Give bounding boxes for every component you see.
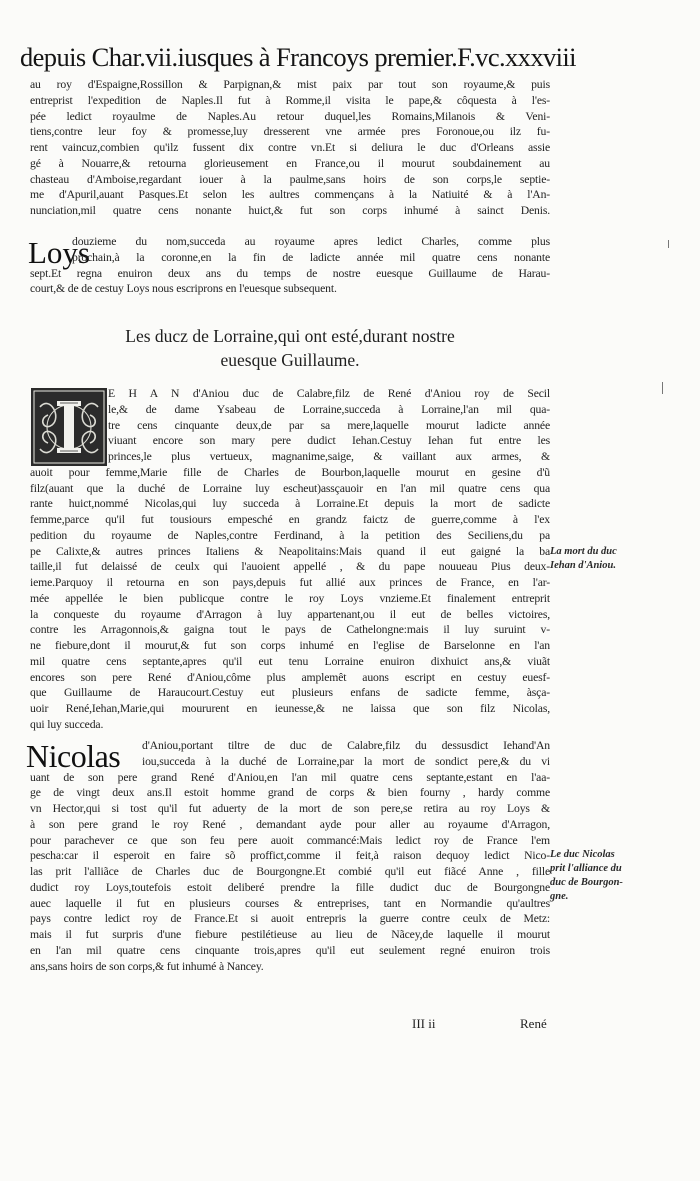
text-line: chasteau d'Amboise,regardant iouer à la paulme,sans hoirs de son corps,le septie-: [30, 172, 550, 186]
text-line: pescha:car il esperoit en faire sõ proffict,comme il feit,à raison dequoy ledict Nico-: [30, 849, 550, 863]
margin-note-death-jehan: [550, 545, 698, 573]
text-line: que Guillaume de Haraucourt.Cestuy eut plusieurs enfans de sadicte femme, àsça-: [30, 686, 550, 700]
text-line: en l'an mil quatre cens cinquante trois,apres qu'il eut seulement regné enuiron trois: [30, 943, 550, 957]
margin-note-line: duc de Bourgon-: [550, 877, 623, 888]
scan-speck: [662, 382, 663, 394]
text-line: qui luy succeda.: [30, 717, 104, 731]
margin-note-line: La mort du duc: [550, 546, 617, 557]
signature-mark: III ii: [412, 1016, 436, 1031]
text-line: ne fiebure,dont il mourut,& fut son corps inhumé en l'eglise de Barselonne en l'an: [30, 639, 550, 652]
paragraph-loys: [30, 234, 550, 297]
text-line: auoit pour femme,Marie fille de Charles de Bourbon,laquelle mourut en gesine d'ũ: [30, 465, 550, 479]
text-line: pée ledict royaulme de Naples.Au retour duquel,les Romains,Milanois & Veni-: [30, 109, 550, 123]
text-line: douzieme du nom,succeda au royaume apres ledict Charles, comme plus: [72, 235, 550, 248]
text-line: à son pere grand le roy René , demandant ayde pour aller au royaume d'Arragon,: [30, 817, 550, 831]
section-title-line: Les ducz de Lorraine,qui ont esté,durant nostre: [125, 326, 455, 346]
text-line: princes,le plus vertueux, magnanime,saige, & vaillant aux armes, &: [108, 450, 550, 463]
text-line: me d'Apuril,auant Pasques.Et selon les aultres commençans à la Natiuité & à l'An-: [30, 188, 550, 202]
margin-note-line: Le duc Nicolas: [550, 849, 615, 860]
text-line: uoir René,Iehan,Marie,qui moururent en ieunesse,& ne laissa que son filz Nicolas,: [30, 702, 550, 715]
text-line: E H A N d'Aniou duc de Calabre,filz de René d'Aniou roy de Secil: [108, 387, 550, 400]
text-line: ieme.Parquoy il retourna en son pays,depuis fut allié aux princes de France, en l'ar-: [30, 576, 550, 589]
text-line: entreprist l'expedition de Naples.Il fut à Romme,il visita le pape,& côquesta à l'es-: [30, 93, 550, 107]
text-line: mil quatre cens septante,apres qu'il eut tenu Lorraine enuiron dixhuict ans,& viuãt: [30, 654, 550, 668]
scan-speck: [668, 240, 669, 248]
text-line: pour parachever ce que son feu pere auoit commancé:Mais ledict roy de France l'em: [30, 833, 550, 847]
text-line: iou,succeda à la duché de Lorraine,par la mort de sondict pere,& du vi: [142, 754, 550, 768]
margin-note-line: gne.: [550, 891, 569, 902]
text-line: encores son pere René d'Aniou,côme plus amplemêt auons escript en cestuy euesf-: [30, 670, 550, 684]
text-line: rent vaincuz,combien qu'ilz fussent dix contre vn.Et si deliura le duc d'Orleans assie: [30, 141, 550, 154]
text-line: viuant encore son mary pere dudict Iehan.Cestuy Iehan fut entre les: [108, 434, 550, 448]
big-initial-word-nicolas: Nicolas: [26, 738, 121, 774]
text-line: uant de son pere grand René d'Aniou,en l'an mil quatre cens septante,estant en l'aa-: [30, 770, 550, 784]
section-title: [30, 324, 550, 372]
text-line: filz(auant que la duché de Lorraine luy escheut)assçauoir en l'an mil quatre cens qua: [30, 481, 550, 495]
running-head: depuis Char.vii.iusques à Francoys premier.F.vc.xxxviii: [20, 42, 576, 72]
text-line: sept.Et regna enuiron deux ans du temps de nostre euesque Guillaume de Harau-: [30, 266, 550, 280]
margin-note-line: prit l'alliance du: [550, 863, 622, 874]
big-initial-word-loys: Loys: [28, 235, 90, 270]
catchword: René: [520, 1016, 547, 1031]
text-line: ge de vingt deux ans.Il estoit homme grand de corps & bien fourny , hardy comme: [30, 786, 550, 800]
text-line: taille,il fut delaissé de ceulx qui l'auoient appellé , & du pape nouueau Pius deux-: [30, 560, 550, 574]
text-line: au roy d'Espaigne,Rossillon & Parpignan,& mist paix par tout son royaume,& puis: [30, 78, 550, 91]
text-line: mais il fut surpris d'une fiebure pestilétieuse au lieu de Nãcey,de laquelle il mourut: [30, 928, 550, 941]
text-line: nunciation,mil quatre cens nonante huict,& fut son corps inhumé à sainct Denis.: [30, 204, 550, 217]
margin-note-nicolas-alliance: [550, 848, 698, 904]
text-line: tiens,contre leur foy & promesse,luy dresserent vne armée pres Foronoue,ou ilz fu-: [30, 125, 550, 139]
text-line: prochain,à la coronne,en la fin de ladicte année mil quatre cens nonante: [72, 250, 550, 264]
paragraph-jehan: [30, 386, 550, 733]
text-line: las prit l'alliãce de Charles duc de Bourgongne.Et combié qu'il eut fiãcé Anne , fille: [30, 865, 550, 878]
text-line: la conqueste du royaume d'Arragon à luy appartenant,ou il eut de belles victoires,: [30, 607, 550, 621]
text-line: femme,parce qu'il fut tousiours empesché en grandz faictz de guerre,comme à l'ex: [30, 513, 550, 526]
text-line: contre les Arragonnois,& gaigna tout le pays de Cathelongne:mais il luy suruint v-: [30, 623, 550, 637]
paragraph-charles-viii: [30, 77, 550, 219]
text-line: vn Hector,qui si tost qu'il fut aduerty de la mort de son pere,se retira au roy Loys &: [30, 802, 550, 815]
margin-note-line: Iehan d'Aniou.: [550, 560, 616, 571]
text-line: tre cens cinquante deux,de par sa mere,laquelle mourut ladicte année: [108, 418, 550, 432]
text-line: rante huict,nommé Nicolas,qui luy succeda à Lorraine.Et depuis la mort de sadicte: [30, 497, 550, 511]
text-line: pedition du royaume de Naples,contre Ferdinand, à la petition des Seciliens,du pa: [30, 528, 550, 542]
text-line: pe Calixte,& autres princes Italiens & Neapolitains:Mais quand il eut gaigné la ba: [30, 544, 550, 558]
text-line: dudict roy Loys,toutefois estoit deliberé prendre la fille dudict duc de Bourgongne: [30, 880, 550, 894]
text-line: auec laquelle il fut en plusieurs courses & entreprises, tant en Normandie qu'aultres: [30, 896, 550, 910]
text-line: gé à Nouarre,& retourna glorieusement en France,ou il mourut soubdainement au: [30, 156, 550, 170]
section-title-line: euesque Guillaume.: [220, 350, 360, 370]
text-line: d'Aniou,portant tiltre de duc de Calabre,filz du dessusdict Iehand'An: [142, 739, 550, 752]
paragraph-nicolas: [30, 738, 550, 974]
text-line: court,& de de cestuy Loys nous escriprons en l'euesque subsequent.: [30, 282, 337, 296]
text-line: mée appellée le bien publicque contre le roy Loys vnzieme.Et finalement entreprit: [30, 591, 550, 605]
text-line: ans,sans hoirs de son corps,& fut inhumé à Nancey.: [30, 959, 264, 973]
text-line: pays contre ledict roy de France.Et si auoit entrepris la guerre contre ceulx de Metz:: [30, 912, 550, 926]
text-line: le,& de dame Ysabeau de Lorraine,succeda à Lorraine,l'an mil qua-: [108, 402, 550, 416]
